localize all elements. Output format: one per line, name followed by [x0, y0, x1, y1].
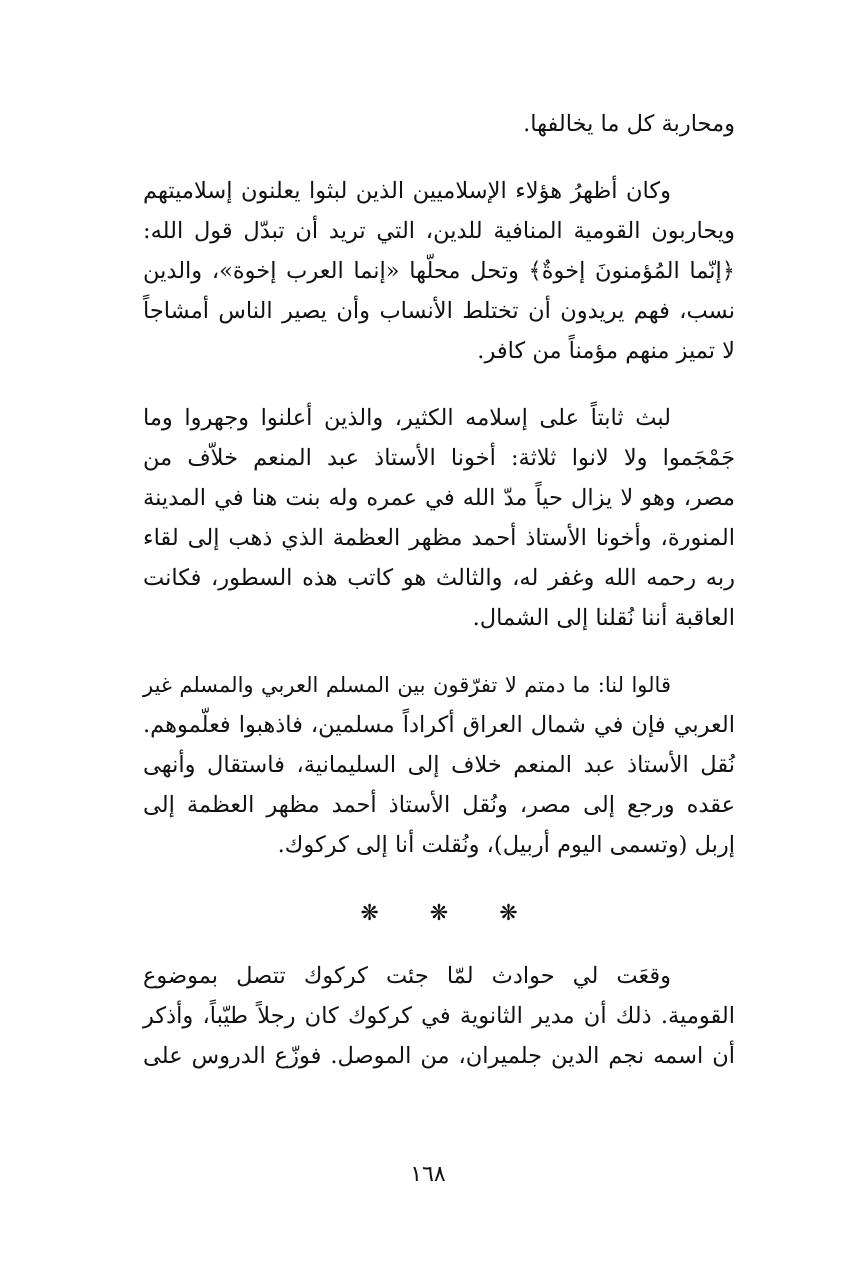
text-line: وكان أظهرُ هؤلاء الإسلاميين الذين لبثوا يعلنون إسلاميتهم — [143, 178, 671, 204]
text-line: أن اسمه نجم الدين جلميران، من الموصل. فوزّع الدروس على — [143, 1043, 735, 1069]
text-line: عقده ورجع إلى مصر، ونُقل الأستاذ أحمد مظهر العظمة إلى — [143, 792, 735, 818]
text-line: مصر، وهو لا يزال حياً مدّ الله في عمره وله بنت هنا في المدينة — [143, 485, 735, 511]
page-number: ١٦٨ — [410, 1162, 446, 1187]
text-line: لا تميز منهم مؤمناً من كافر. — [477, 338, 735, 364]
paragraph-4 — [143, 665, 735, 865]
text-line: إربل (وتسمى اليوم أربيل)، ونُقلت أنا إلى كركوك. — [277, 832, 735, 858]
text-line: لبث ثابتاً على إسلامه الكثير، والذين أعلنوا وجهروا وما — [143, 405, 671, 431]
section-separator: ❋ ❋ ❋ — [360, 901, 540, 926]
text-line: ﴿إنّما المُؤمنونَ إخوةٌ﴾ وتحل محلّها «إنما العرب إخوة»، والدين — [143, 258, 735, 284]
text-line: العربي فإن في شمال العراق أكراداً مسلمين، فاذهبوا فعلّموهم. — [143, 712, 735, 738]
text-line: ربه رحمه الله وغفر له، والثالث هو كاتب هذه السطور، فكانت — [143, 565, 735, 591]
text-line: جَمْجَموا ولا لانوا ثلاثة: أخونا الأستاذ عبد المنعم خلاّف من — [143, 445, 735, 471]
text-line: العاقبة أننا نُقلنا إلى الشمال. — [472, 605, 735, 631]
paragraph-1 — [143, 104, 735, 144]
text-line: نُقل الأستاذ عبد المنعم خلاف إلى السليمانية، فاستقال وأنهى — [143, 752, 735, 778]
text-line: ويحاربون القومية المنافية للدين، التي تريد أن تبدّل قول الله: — [143, 218, 735, 244]
text-line: المنورة، وأخونا الأستاذ أحمد مظهر العظمة الذي ذهب إلى لقاء — [143, 525, 735, 551]
text-line: ومحاربة كل ما يخالفها. — [523, 111, 735, 137]
page-body — [143, 104, 735, 1103]
text-line: نسب، فهم يريدون أن تختلط الأنساب وأن يصير الناس أمشاجاً — [143, 298, 735, 324]
text-line: وقعَت لي حوادث لمّا جئت كركوك تتصل بموضوع — [143, 963, 671, 989]
text-line: القومية. ذلك أن مدير الثانوية في كركوك كان رجلاً طيّباً، وأذكر — [143, 1003, 735, 1029]
text-line: قالوا لنا: ما دمتم لا تفرّقون بين المسلم العربي والمسلم غير — [143, 673, 671, 697]
paragraph-3 — [143, 398, 735, 638]
paragraph-5 — [143, 956, 735, 1076]
paragraph-2 — [143, 171, 735, 371]
